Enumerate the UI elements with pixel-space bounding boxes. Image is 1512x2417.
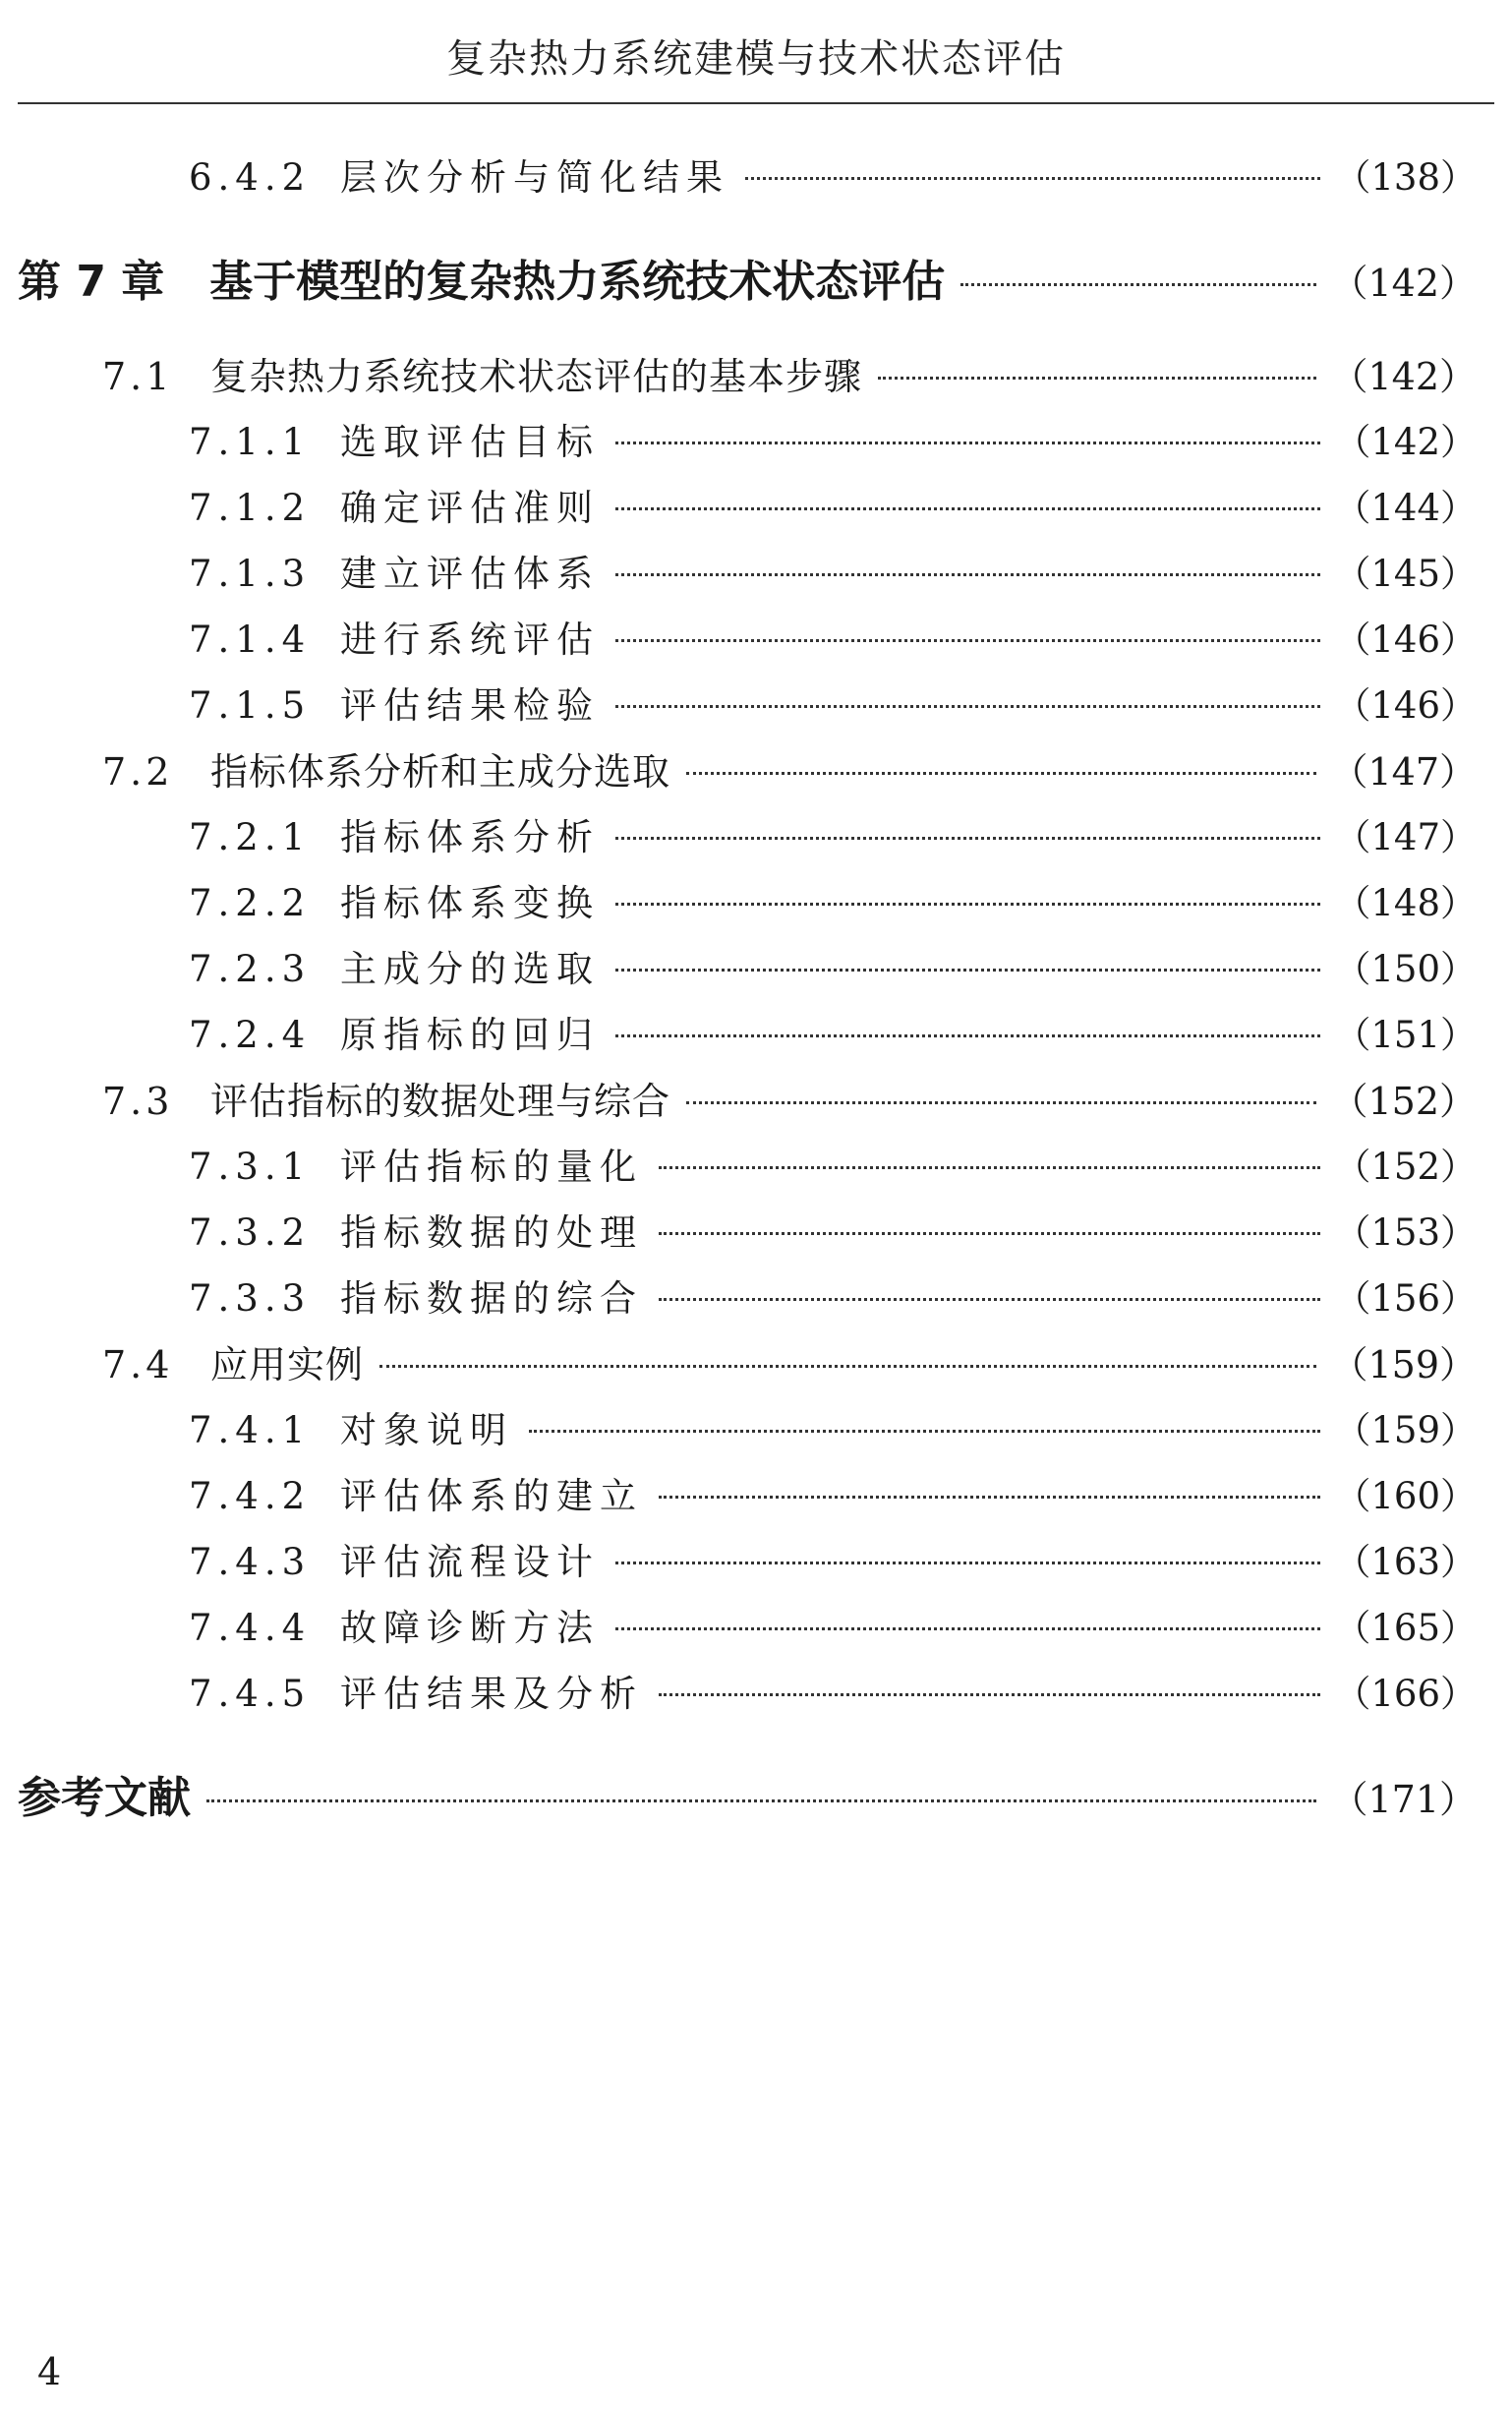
dot-leader <box>379 1365 1316 1368</box>
entry-number: 7.2.1 <box>189 816 312 858</box>
toc-entry-chapter-7[interactable] <box>18 246 1477 309</box>
dot-leader <box>615 1034 1320 1037</box>
dot-leader <box>878 377 1316 380</box>
entry-title: 评估结果检验 <box>340 684 600 727</box>
toc-entry-7-2-2[interactable] <box>189 873 1477 926</box>
toc-entry-7-1-3[interactable] <box>189 544 1477 597</box>
entry-number: 7.3 <box>102 1080 174 1123</box>
dot-leader <box>615 837 1320 840</box>
toc-entry-7-1-1[interactable] <box>189 412 1477 465</box>
page-reference: （159） <box>1330 1343 1477 1386</box>
toc-entry-6-4-2[interactable] <box>189 147 1477 201</box>
toc-entry-7-4-2[interactable] <box>189 1466 1477 1519</box>
dot-leader <box>615 903 1320 906</box>
entry-title: 评估结果及分析 <box>340 1673 643 1715</box>
toc-entry-7-2-4[interactable] <box>189 1005 1477 1058</box>
entry-number: 7.4.3 <box>189 1541 312 1583</box>
page-reference: （171） <box>1330 1778 1477 1821</box>
entry-title: 复杂热力系统技术状态评估的基本步骤 <box>210 355 863 398</box>
entry-number: 7.3.3 <box>189 1277 312 1320</box>
dot-leader <box>615 442 1320 444</box>
toc-entry-7-4-3[interactable] <box>189 1532 1477 1585</box>
page-reference: （151） <box>1334 1014 1477 1056</box>
entry-title: 故障诊断方法 <box>340 1607 600 1649</box>
page-reference: （147） <box>1330 750 1477 794</box>
entry-title: 评估流程设计 <box>340 1541 600 1583</box>
dot-leader <box>686 772 1316 775</box>
entry-number: 7.2 <box>102 750 174 794</box>
entry-number: 7.3.2 <box>189 1211 312 1254</box>
entry-number: 7.2.4 <box>189 1014 312 1056</box>
entry-title: 指标数据的综合 <box>340 1277 643 1320</box>
page-reference: （138） <box>1334 156 1477 199</box>
entry-title: 主成分的选取 <box>340 948 600 990</box>
page-reference: （163） <box>1334 1541 1477 1583</box>
toc-entry-7-3-1[interactable] <box>189 1137 1477 1190</box>
page-reference: （160） <box>1334 1475 1477 1517</box>
entry-number: 6.4.2 <box>189 156 312 199</box>
page-reference: （142） <box>1330 262 1477 305</box>
page-reference: （142） <box>1330 355 1477 398</box>
dot-leader <box>615 969 1320 972</box>
toc-entry-7-4-5[interactable] <box>189 1664 1477 1717</box>
dot-leader <box>615 507 1320 510</box>
dot-leader <box>529 1430 1320 1433</box>
entry-title: 应用实例 <box>210 1343 365 1386</box>
running-title: 复杂热力系统建模与技术状态评估 <box>446 36 1066 82</box>
page-reference: （156） <box>1334 1277 1477 1320</box>
dot-leader <box>686 1101 1316 1104</box>
entry-number: 7.4.4 <box>189 1607 312 1649</box>
entry-number: 7.3.1 <box>189 1146 312 1188</box>
entry-title: 评估指标的量化 <box>340 1146 643 1188</box>
page-reference: （148） <box>1334 882 1477 924</box>
entry-title: 指标体系变换 <box>340 882 600 924</box>
toc-entry-7-1-2[interactable] <box>189 478 1477 531</box>
page-reference: （144） <box>1334 487 1477 529</box>
page-reference: （152） <box>1334 1146 1477 1188</box>
entry-title: 建立评估体系 <box>340 553 600 595</box>
page-reference: （165） <box>1334 1607 1477 1649</box>
entry-title: 选取评估目标 <box>340 421 600 463</box>
toc-entry-7-2-1[interactable] <box>189 807 1477 860</box>
dot-leader <box>659 1232 1320 1235</box>
page-reference: （166） <box>1334 1673 1477 1715</box>
entry-number: 7.1.3 <box>189 553 312 595</box>
entry-title: 层次分析与简化结果 <box>340 156 729 199</box>
page-reference: （146） <box>1334 684 1477 727</box>
dot-leader <box>615 705 1320 708</box>
toc-entry-7-4-4[interactable] <box>189 1598 1477 1651</box>
page-reference: （150） <box>1334 948 1477 990</box>
toc-entry-7-3[interactable] <box>102 1071 1477 1125</box>
dot-leader <box>659 1496 1320 1499</box>
dot-leader <box>206 1799 1316 1802</box>
toc-entry-7-3-2[interactable] <box>189 1203 1477 1256</box>
entry-number: 7.2.3 <box>189 948 312 990</box>
entry-title: 参考文献 <box>18 1773 191 1823</box>
entry-title: 基于模型的复杂热力系统技术状态评估 <box>209 257 946 307</box>
page-reference: （147） <box>1334 816 1477 858</box>
dot-leader <box>659 1298 1320 1301</box>
entry-number: 7.4 <box>102 1343 174 1386</box>
entry-number: 7.2.2 <box>189 882 312 924</box>
entry-title: 原指标的回归 <box>340 1014 600 1056</box>
entry-title: 指标体系分析 <box>340 816 600 858</box>
page-reference: （146） <box>1334 619 1477 661</box>
page-reference: （153） <box>1334 1211 1477 1254</box>
dot-leader <box>659 1693 1320 1696</box>
entry-title: 指标数据的处理 <box>340 1211 643 1254</box>
toc-entry-7-1-5[interactable] <box>189 676 1477 729</box>
entry-title: 对象说明 <box>340 1409 513 1451</box>
chapter-number: 第 7 章 <box>18 257 165 307</box>
page-reference: （159） <box>1334 1409 1477 1451</box>
toc-entry-7-2-3[interactable] <box>189 939 1477 992</box>
toc-entry-7-1[interactable] <box>102 346 1477 400</box>
page-reference: （145） <box>1334 553 1477 595</box>
entry-number: 7.1.4 <box>189 619 312 661</box>
toc-entry-7-2[interactable] <box>102 741 1477 796</box>
dot-leader <box>615 573 1320 576</box>
entry-title: 指标体系分析和主成分选取 <box>210 750 671 794</box>
dot-leader <box>615 1562 1320 1564</box>
dot-leader <box>745 177 1320 180</box>
toc-entry-7-4[interactable] <box>102 1334 1477 1388</box>
entry-title: 进行系统评估 <box>340 619 600 661</box>
dot-leader <box>615 639 1320 642</box>
page-reference: （152） <box>1330 1080 1477 1123</box>
entry-title: 评估体系的建立 <box>340 1475 643 1517</box>
dot-leader <box>615 1627 1320 1630</box>
entry-number: 7.1 <box>102 355 174 398</box>
entry-number: 7.4.5 <box>189 1673 312 1715</box>
toc-entry-7-4-1[interactable] <box>189 1400 1477 1453</box>
toc-entry-7-3-3[interactable] <box>189 1268 1477 1322</box>
entry-title: 确定评估准则 <box>340 487 600 529</box>
entry-number: 7.1.1 <box>189 421 312 463</box>
page-number: 4 <box>37 2350 62 2393</box>
toc-entry-7-1-4[interactable] <box>189 610 1477 663</box>
dot-leader <box>960 283 1316 286</box>
entry-title: 评估指标的数据处理与综合 <box>210 1080 671 1123</box>
entry-number: 7.4.2 <box>189 1475 312 1517</box>
entry-number: 7.1.5 <box>189 684 312 727</box>
entry-number: 7.1.2 <box>189 487 312 529</box>
page-reference: （142） <box>1334 421 1477 463</box>
entry-number: 7.4.1 <box>189 1409 312 1451</box>
dot-leader <box>659 1166 1320 1169</box>
toc-entry-references[interactable] <box>18 1762 1477 1825</box>
